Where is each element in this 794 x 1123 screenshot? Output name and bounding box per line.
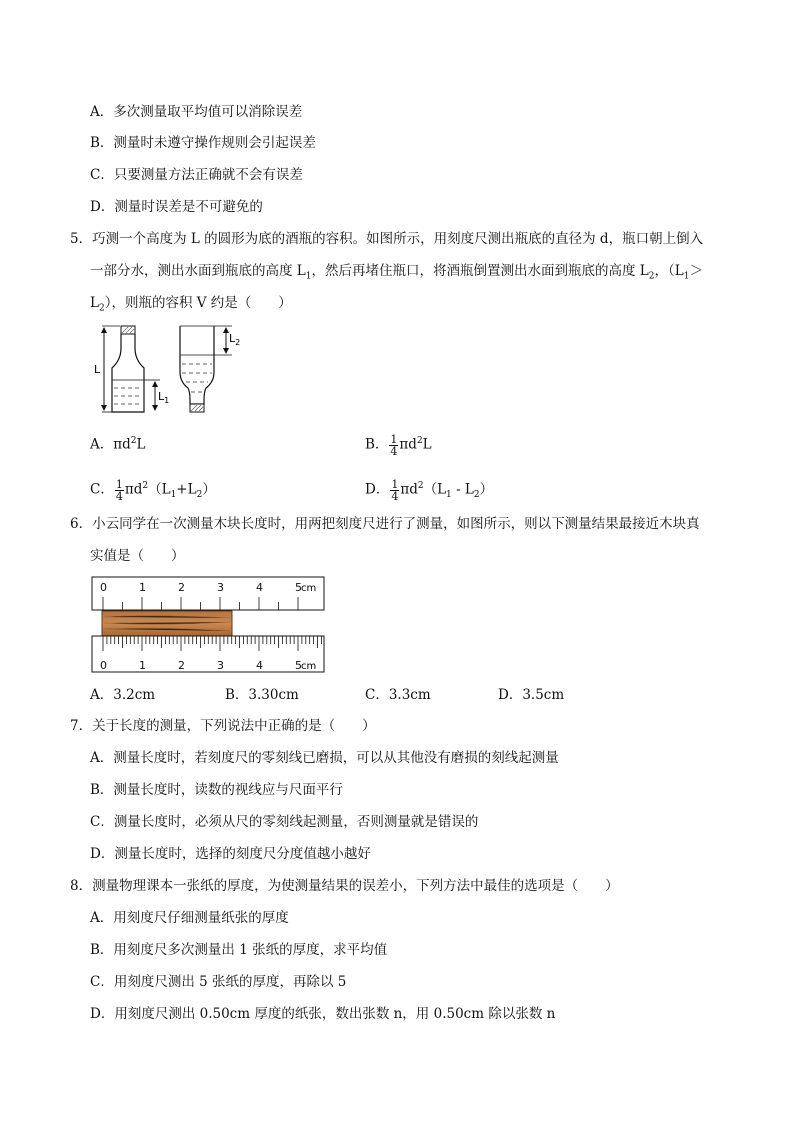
bottom-ruler-label: 0	[100, 659, 107, 672]
top-ruler	[92, 577, 324, 610]
q7-option-b: B．测量长度时，读数的视线应与尺面平行	[90, 782, 343, 798]
q5-optD-sub1: 1	[446, 490, 452, 501]
label-L2	[229, 332, 240, 347]
frac-num: 1	[115, 477, 123, 491]
bottom-ruler-label: 3	[217, 659, 224, 672]
label-L2-main: L	[229, 332, 236, 345]
bottom-ruler-label: 4	[256, 659, 263, 672]
bottom-ruler-label: 2	[178, 659, 185, 672]
top-ruler-label: 2	[178, 581, 185, 594]
top-ruler-label: 5	[295, 581, 302, 594]
q5-optC-sub1: 1	[170, 490, 177, 501]
q5-optC-tail2: +L	[176, 481, 197, 498]
q5-stem-line2	[90, 262, 703, 286]
q8-option-d: D．用刻度尺测出 0.50cm 厚度的纸张，数出张数 n，用 0.50cm 除以张数 n	[90, 1006, 556, 1022]
q5-optD-sup: 2	[417, 481, 424, 491]
q5-line2b: ，然后再堵住瓶口，将酒瓶倒置测出水面到瓶底的高度 L	[311, 263, 649, 279]
q5-optC-tail: （L	[148, 481, 171, 498]
q8-option-a: A．用刻度尺仔细测量纸张的厚度	[90, 910, 289, 926]
q5-bottle-figure	[90, 320, 250, 420]
q5-optD-text: πd	[400, 481, 418, 498]
fraction-quarter	[390, 479, 399, 502]
top-ruler-unit: cm	[301, 583, 317, 594]
bottom-ruler-unit: cm	[301, 661, 317, 672]
q5-line2c: ，（L	[654, 263, 684, 279]
q6-option-d: D．3.5cm	[498, 687, 565, 703]
q5-optB-prefix: B．	[365, 436, 389, 453]
q5-optC-text: πd	[124, 481, 143, 498]
fraction-quarter	[115, 479, 124, 502]
frac-den: 4	[391, 489, 399, 503]
q4-option-c: C．只要测量方法正确就不会有误差	[90, 167, 303, 183]
q5-option-c	[90, 477, 216, 504]
top-ruler-label: 3	[217, 581, 224, 594]
q5-option-b	[365, 432, 432, 457]
label-L1-main: L	[158, 390, 165, 403]
q5-sub-2a: 2	[648, 271, 655, 282]
q7-stem: 7．关于长度的测量，下列说法中正确的是（ ）	[70, 718, 376, 734]
q6-option-c: C．3.3cm	[365, 687, 431, 703]
q6-stem-line1: 6．小云同学在一次测量木块长度时，用两把刻度尺进行了测量，如图所示，则以下测量结果最接近木块真	[70, 516, 700, 532]
frac-den: 4	[390, 444, 398, 458]
upright-bottle	[93, 326, 169, 412]
q8-option-b: B．用刻度尺多次测量出 1 张纸的厚度，求平均值	[90, 942, 388, 958]
q4-option-b: B．测量时未遵守操作规则会引起误差	[90, 135, 316, 151]
q5-optB-tail: L	[422, 436, 432, 453]
q5-optD-tail3: ）	[479, 481, 494, 498]
q8-option-c: C．用刻度尺测出 5 张纸的厚度，再除以 5	[90, 974, 347, 990]
q7-option-d: D．测量长度时，选择的刻度尺分度值越小越好	[90, 846, 371, 862]
q5-optC-sup: 2	[142, 481, 149, 491]
q5-option-a	[90, 432, 145, 454]
fraction-quarter	[389, 434, 398, 457]
q5-optC-tail3: ）	[202, 481, 216, 498]
q6-rulers-figure	[90, 575, 330, 677]
q5-optD-tail: （L	[423, 481, 447, 498]
q6-option-a: A．3.2cm	[90, 687, 156, 703]
q6-stem-line2: 实值是（ ）	[90, 548, 185, 564]
q5-option-d	[365, 477, 493, 504]
bottom-ruler-label: 5	[295, 659, 302, 672]
q5-line3b: ），则瓶的容积 V 约是（ ）	[104, 295, 292, 311]
q5-optA-prefix: A．	[90, 436, 114, 453]
q6-option-b: B．3.30cm	[225, 687, 299, 703]
label-L2-sub: 2	[235, 338, 241, 347]
q5-optB-text: πd	[399, 436, 417, 453]
bottom-ruler-label: 1	[139, 659, 146, 672]
q5-optD-sub2: 2	[473, 490, 480, 501]
q5-sub-1a: 1	[305, 271, 312, 282]
frac-num: 1	[391, 477, 399, 491]
q5-optD-prefix: D．	[365, 481, 390, 498]
top-ruler-label: 0	[100, 581, 107, 594]
q7-option-c: C．测量长度时，必须从尺的零刻线起测量，否则测量就是错误的	[90, 814, 479, 830]
q5-stem-line1: 5．巧测一个高度为 L 的圆形为底的酒瓶的容积。如图所示，用刻度尺测出瓶底的直径为 d，瓶口朝上倒入	[70, 231, 704, 247]
top-ruler-label: 1	[139, 581, 146, 594]
q4-option-a: A．多次测量取平均值可以消除误差	[90, 104, 303, 120]
q5-sub-1b: 1	[683, 271, 690, 282]
q5-line2a: 一部分水，测出水面到瓶底的高度 L	[90, 263, 306, 279]
q8-stem: 8．测量物理课本一张纸的厚度，为使测量结果的误差小，下列方法中最佳的选项是（ ）	[70, 878, 619, 894]
q7-option-a: A．测量长度时，若刻度尺的零刻线已磨损，可以从其他没有磨损的刻线起测量	[90, 750, 559, 766]
q5-optA-sup: 2	[130, 436, 137, 446]
inverted-bottle	[180, 326, 240, 412]
label-L: L	[94, 363, 101, 376]
q5-optC-sub2: 2	[196, 490, 203, 501]
q5-optD-tail2: - L	[451, 481, 474, 498]
q4-option-d: D．测量时误差是不可避免的	[90, 199, 263, 215]
top-ruler-label: 4	[256, 581, 263, 594]
q5-optB-sup: 2	[416, 436, 423, 446]
label-L1-sub: 1	[164, 396, 170, 405]
q5-optA-tail: L	[136, 436, 146, 453]
frac-den: 4	[115, 489, 123, 503]
q5-optC-prefix: C．	[90, 481, 114, 498]
frac-num: 1	[390, 432, 398, 446]
q5-line3a: L	[90, 295, 99, 311]
q5-line2d: ＞	[689, 263, 703, 279]
q5-stem-line3	[90, 294, 292, 318]
q5-sub-2b: 2	[98, 303, 105, 314]
q5-optA-text: πd	[113, 436, 131, 453]
label-L1	[158, 390, 169, 405]
